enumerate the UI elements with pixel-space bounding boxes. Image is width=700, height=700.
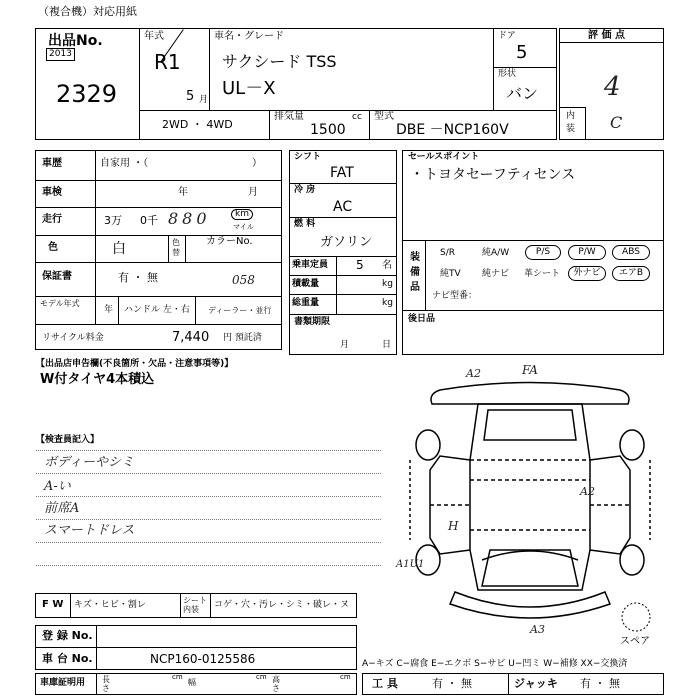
ac-label: 冷 房 xyxy=(294,185,316,195)
shape-label: 形状 xyxy=(498,69,517,79)
capacity-unit: 名 xyxy=(382,260,392,271)
model-name: サクシード TSS xyxy=(222,52,337,71)
equip-ps: P/S xyxy=(525,245,561,260)
equip-pw: P/W xyxy=(568,245,606,260)
capacity-value: 5 xyxy=(356,258,364,272)
displacement-label: 排気量 xyxy=(274,111,304,122)
history-label: 車歴 xyxy=(42,158,62,169)
spare-label: スペア xyxy=(620,636,650,647)
fuel-label: 燃 料 xyxy=(294,219,316,229)
equip-tv: 純TV xyxy=(440,269,461,279)
displacement-value: 1500 xyxy=(310,122,346,138)
notes-value: W付タイヤ4本積込 xyxy=(40,372,155,387)
displacement-unit: cc xyxy=(352,112,362,122)
colorno-value: 058 xyxy=(232,273,255,287)
equip-leather: 革シート xyxy=(524,269,561,279)
fuel-value: ガソリン xyxy=(320,235,373,250)
equip-extnavi: 外ナビ xyxy=(568,266,606,281)
jack-label: ジャッキ xyxy=(514,677,558,690)
inspector-line-4: スマートドレス xyxy=(44,523,135,538)
equip-sr: S/R xyxy=(440,248,455,258)
modelyear-dealer: ディーラー・並行 xyxy=(208,306,272,315)
mileage-mile: マイル xyxy=(233,223,254,231)
mileage-sen: 0千 xyxy=(140,214,158,227)
equip-abs: ABS xyxy=(612,245,650,260)
doors-label: ドア xyxy=(498,31,516,41)
year-value: R1 xyxy=(154,50,181,74)
cert-length-cm: cm xyxy=(172,673,183,681)
inspection-label: 車検 xyxy=(42,187,62,198)
doors-value: 5 xyxy=(516,42,528,63)
inspection-month: 月 xyxy=(248,187,258,198)
fw-label: F W xyxy=(42,599,64,610)
mark-fa: FA xyxy=(522,363,538,377)
mark-a1u1: A1U1 xyxy=(396,559,425,570)
color-label: 色 xyxy=(48,242,58,253)
inspector-label: 【検査員記入】 xyxy=(36,435,100,445)
equip-navi: 純ナビ xyxy=(482,269,510,279)
year-label: 年式 xyxy=(144,31,164,42)
interior-value: C xyxy=(610,113,623,132)
cert-width-cm: cm xyxy=(256,673,267,681)
inspection-year: 年 xyxy=(178,187,188,198)
shape-value: バン xyxy=(506,84,539,103)
docs-label: 書類期限 xyxy=(294,317,331,327)
mark-a2-top: A2 xyxy=(466,367,481,380)
lot-number: 2329 xyxy=(56,80,118,108)
fw-legend2: コゲ・穴・汚レ・シミ・破レ・ヌ xyxy=(214,600,350,610)
history-value: 自家用 ・（ xyxy=(100,158,149,169)
chassis-value: NCP160-0125586 xyxy=(150,652,256,666)
mileage-km: km xyxy=(231,209,253,220)
type-label: 型式 xyxy=(374,111,394,122)
color-value: 白 xyxy=(112,241,126,257)
equip-navi-model: ナビ型番： xyxy=(432,291,478,301)
registration-label: 登 録 No. xyxy=(42,629,93,642)
damage-legend: A−キズ C−腐食 E−エクボ S−サビ U−凹ミ W−補修 XX−交換済 xyxy=(362,659,628,669)
inspector-line-2: A-い xyxy=(44,479,71,494)
mark-a3: A3 xyxy=(530,623,545,636)
score-value: 4 xyxy=(604,72,621,102)
equipment-label: 装備品 xyxy=(410,252,420,293)
weight-label: 総重量 xyxy=(292,298,320,308)
load-label: 積載量 xyxy=(292,279,320,289)
color-change-label: 色替 xyxy=(172,238,180,257)
mark-a2-right: A2 xyxy=(580,485,595,498)
cert-width: 幅 xyxy=(188,678,196,687)
equip-airbag: エアB xyxy=(612,266,650,281)
jack-value: 有 ・ 無 xyxy=(580,677,620,690)
cert-height-cm: cm xyxy=(340,673,351,681)
cert-label: 車庫証明用 xyxy=(40,678,86,688)
sales-value: ・トヨタセーフティセンス xyxy=(410,167,576,183)
car-damage-diagram xyxy=(400,360,670,640)
docs-day: 日 xyxy=(382,340,392,350)
recycle-value: 7,440 xyxy=(172,330,210,345)
mileage-handwritten: 880 xyxy=(168,209,211,228)
ac-value: AC xyxy=(333,199,353,215)
lot-label: 出品No. xyxy=(48,33,103,49)
model-label: 車名・グレード xyxy=(214,31,284,42)
notes-label: 【出品店申告欄(不良箇所・欠品・注意事項等)】 xyxy=(36,359,234,369)
tools-label: 工 具 xyxy=(372,677,398,690)
recycle-unit: 円 預託済 xyxy=(223,333,262,343)
recycle-label: リサイクル料金 xyxy=(42,333,104,343)
interior-label: 内装 xyxy=(566,111,576,134)
score-label: 評 価 点 xyxy=(588,30,625,41)
history-close: ） xyxy=(252,158,262,169)
modelyear-label: モデル年式 xyxy=(40,299,80,308)
inspector-line-3: 前席A xyxy=(44,501,80,516)
modelyear-handle: ハンドル 左・右 xyxy=(124,305,190,315)
year-month: 5 xyxy=(186,89,195,104)
warranty-label: 保証書 xyxy=(42,271,72,282)
type-value: DBE －NCP160V xyxy=(396,122,509,138)
mark-h: H xyxy=(448,519,459,533)
fw-seat: シート内装 xyxy=(183,596,207,614)
cert-height: 高さ xyxy=(272,675,280,693)
lot-year: 2013 xyxy=(46,48,75,61)
tools-value: 有 ・ 無 xyxy=(432,677,472,690)
docs-month: 月 xyxy=(340,340,350,350)
load-unit: kg xyxy=(382,279,393,289)
capacity-label: 乗車定員 xyxy=(292,260,329,270)
model-grade: UL－X xyxy=(222,78,276,99)
chassis-label: 車 台 No. xyxy=(42,652,93,665)
weight-unit: kg xyxy=(382,298,393,308)
colorno-label: カラーNo. xyxy=(206,236,253,247)
form-title: （複合機）対応用紙 xyxy=(38,5,137,18)
sales-label: セールスポイント xyxy=(408,152,480,162)
shift-value: FAT xyxy=(330,165,354,181)
inspector-line-1: ボディーやシミ xyxy=(44,455,134,470)
equip-aw: 純A/W xyxy=(482,248,510,258)
year-month-unit: 月 xyxy=(199,95,209,105)
drive-text: 2WD ・ 4WD xyxy=(162,118,233,131)
cert-length: 長さ xyxy=(102,675,110,693)
mileage-label: 走行 xyxy=(42,214,62,225)
fw-legend1: キズ・ヒビ・割レ xyxy=(74,600,146,610)
mileage-man: 3万 xyxy=(104,214,122,227)
shift-label: シフト xyxy=(294,152,322,162)
warranty-value: 有 ・ 無 xyxy=(118,271,158,284)
modelyear-year: 年 xyxy=(104,305,114,315)
later-label: 後日品 xyxy=(408,314,436,324)
